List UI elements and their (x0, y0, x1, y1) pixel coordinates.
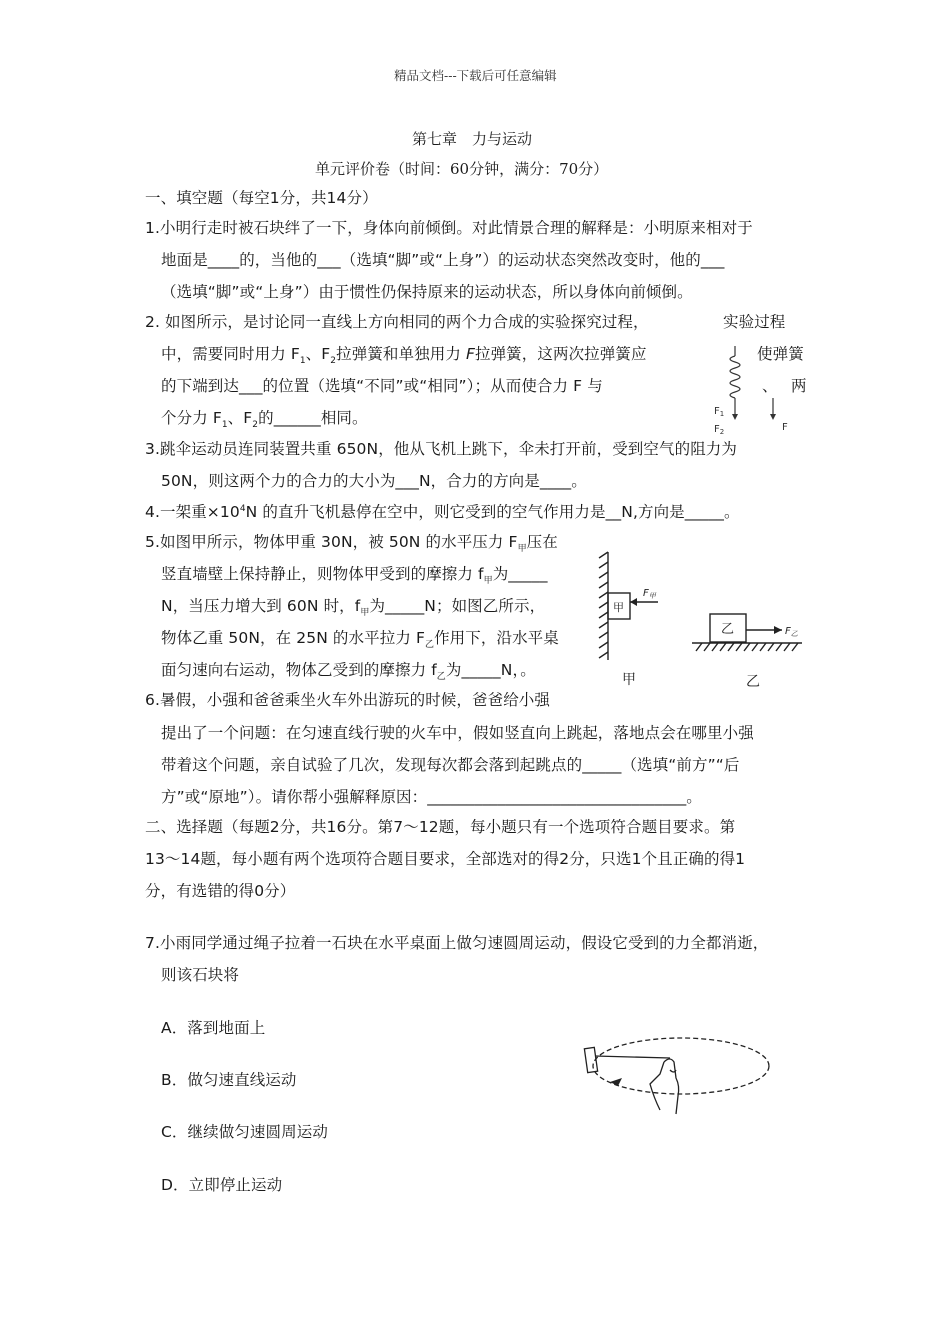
fig-force-yi: $F_乙$ (785, 626, 798, 638)
section2-line2: 13～14题，每小题有两个选项符合题目要求，全部选对的得2分，只选1个且正确的得1 (145, 850, 746, 868)
q5-line4: 物体乙重 50N，在 25N 的水平拉力 $F_乙$作用下，沿水平桌 (161, 629, 559, 651)
q5-line5: 面匀速向右运动，物体乙受到的摩擦力 $f_乙$为_____N，。 (161, 661, 536, 683)
q7-option-b: B．做匀速直线运动 (161, 1071, 297, 1089)
q2-line4: 个分力 $F_1$、$F_2$的______相同。 (161, 409, 368, 431)
q1-line1: 1.小明行走时被石块绊了一下，身体向前倾倒。对此情景合理的解释是：小明原来相对于 (145, 219, 753, 237)
exam-subtitle: 单元评价卷（时间：60分钟，满分：70分） (315, 160, 609, 178)
q6-line3: 带着这个问题，亲自试验了几次，发现每次都会落到起跳点的_____（选填“前方”“后 (161, 756, 740, 774)
q2-line1: 2. 如图所示，是讨论同一直线上方向相同的两个力合成的实验探究过程， (145, 313, 649, 331)
q1-line2: 地面是____的，当他的___（选填“脚”或“上身”）的运动状态突然改变时，他的___ (161, 251, 725, 269)
page-header-note: 精品文档---下载后可任意编辑 (394, 68, 557, 83)
q2-line3: 的下端到达___的位置（选填“不同”或“相同”）；从而使合力 F 与 (161, 377, 603, 395)
fig-label-f: F (782, 422, 788, 433)
q2-line3-right-a: 、 (762, 377, 778, 395)
section1-heading: 一、填空题（每空1分，共14分） (145, 189, 378, 207)
q1-line3: （选填“脚”或“上身”）由于惯性仍保持原来的运动状态，所以身体向前倾倒。 (161, 283, 693, 301)
friction-figure (596, 552, 808, 692)
fig-caption-jia: 甲 (622, 672, 636, 688)
q3-line1: 3.跳伞运动员连同装置共重 650N，他从飞机上跳下，伞未打开前，受到空气的阻力为 (145, 440, 737, 458)
fig-caption-yi: 乙 (746, 674, 760, 690)
q3-line2: 50N，则这两个力的合力的大小为___N，合力的方向是____。 (161, 472, 587, 490)
q2-line2: 中，需要同时用力 $F_1$、$F_2$拉弹簧和单独用力 F拉弹簧，这两次拉弹簧应 (161, 345, 647, 367)
q7-line1: 7.小雨同学通过绳子拉着一石块在水平桌面上做匀速圆周运动，假设它受到的力全都消逝， (145, 934, 769, 952)
q7-option-c: C．继续做匀速圆周运动 (161, 1123, 328, 1141)
q2-line1-right: 实验过程 (723, 313, 786, 331)
section2-line1: 二、选择题（每题2分，共16分。第7～12题，每小题只有一个选项符合题目要求。第 (145, 818, 736, 836)
chapter-title: 第七章 力与运动 (412, 130, 533, 148)
q2-line2-right: 使弹簧 (757, 345, 804, 363)
fig-label-f2: $F_2$ (714, 424, 725, 436)
q2-line3-right-b: 两 (791, 377, 807, 395)
fig-force-jia: $F_甲$ (643, 588, 656, 600)
q7-option-d: D．立即停止运动 (161, 1176, 283, 1194)
spring-figure (708, 344, 798, 436)
q7-option-a: A．落到地面上 (161, 1019, 266, 1037)
fig-label-f1: $F_1$ (714, 406, 725, 418)
q7-line2: 则该石块将 (161, 966, 240, 984)
section2-line3: 分，有选错的得0分） (145, 882, 296, 900)
q6-line1: 6.暑假，小强和爸爸乘坐火车外出游玩的时候，爸爸给小强 (145, 691, 550, 709)
q5-line2: 竖直墙壁上保持静止，则物体甲受到的摩擦力 $f_甲$为_____ (161, 565, 548, 587)
fig-box-jia: 甲 (613, 601, 624, 614)
q5-line3: N，当压力增大到 60N 时，$f_甲$为_____N；如图乙所示， (161, 597, 546, 619)
circular-motion-figure (582, 1024, 774, 1120)
q5-line1: 5.如图甲所示，物体甲重 30N，被 50N 的水平压力 $F_甲$压在 (145, 533, 558, 555)
q6-line2: 提出了一个问题：在匀速直线行驶的火车中，假如竖直向上跳起，落地点会在哪里小强 (161, 724, 754, 742)
q6-line4: 方”或“原地”）。请你帮小强解释原因：_________________________________。 (161, 788, 702, 806)
fig-box-yi: 乙 (721, 622, 735, 637)
q4-line1: 4.一架重$\times 10^4N$ 的直升飞机悬停在空中，则它受到的空气作用力是__N,方向是_____。 (145, 503, 740, 521)
